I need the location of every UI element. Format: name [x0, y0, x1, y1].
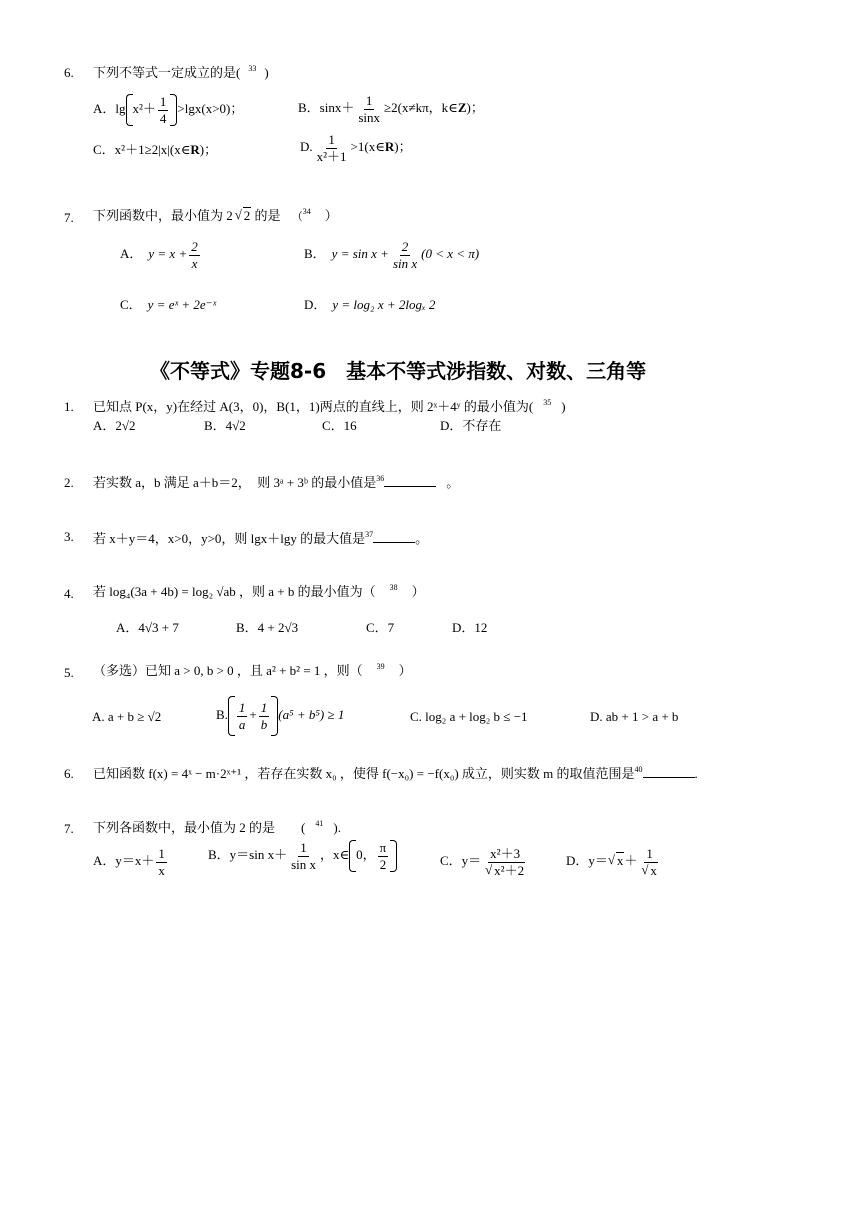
- fraction: $\frac{1}{x}$: [158, 846, 165, 878]
- question-number: 2.: [64, 475, 74, 490]
- answer-blank[interactable]: [373, 530, 415, 543]
- stem-tail: 。: [415, 531, 429, 546]
- expr: >1(x∈: [350, 139, 385, 155]
- question-stem: [93, 821, 341, 834]
- reference-number: 33: [248, 64, 257, 73]
- question-number: 3.: [64, 529, 74, 544]
- option-c: C．16: [322, 418, 357, 433]
- answer-blank[interactable]: [643, 765, 695, 778]
- reference-number: 34: [302, 207, 311, 216]
- stem-close: ): [561, 399, 566, 414]
- fraction: $\frac{1}{\sin x}$: [358, 93, 381, 125]
- option-b: [208, 840, 397, 872]
- option-label: D.: [300, 139, 313, 155]
- stem-close: ）: [411, 584, 425, 599]
- section-title: 《不等式》专题8-6 基本不等式涉指数、对数、三角等: [150, 359, 647, 383]
- set-symbol: Z: [457, 100, 467, 116]
- left-paren: [228, 696, 235, 736]
- expr: y = x +: [148, 246, 188, 262]
- stem-text: 的是: [254, 208, 281, 223]
- option-label: C．x²＋1≥2|x|(x∈: [93, 142, 191, 157]
- question-number: 5.: [64, 665, 74, 680]
- option-c: [93, 143, 217, 156]
- expr: )；: [466, 100, 484, 116]
- option-b: [304, 240, 479, 270]
- option-d: [300, 133, 412, 163]
- option-b: B．4 + 2√3: [236, 620, 299, 635]
- expr: )；: [199, 142, 218, 157]
- option-a: [93, 94, 243, 126]
- option-b: B. $\frac{1}{a}$ + $\frac{1}{b}$ (a⁵ + b⁵) ≥ 1: [216, 696, 344, 736]
- option-c: [440, 847, 529, 877]
- option-label: A．: [120, 246, 143, 262]
- option-label: A．y＝x＋: [93, 853, 155, 869]
- expr: y = eˣ + 2e⁻ˣ: [147, 297, 217, 312]
- option-d: [566, 847, 662, 877]
- radical: √ x²＋2: [485, 864, 525, 878]
- stem-text: 若实数 a，b 满足 a＋b＝2， 则 3ᵃ + 3ᵇ 的最小值是: [93, 475, 377, 490]
- interval-start: 0，: [356, 846, 376, 862]
- option-label: A．lg: [93, 100, 126, 116]
- expr: )；: [394, 139, 412, 155]
- answer-blank[interactable]: [384, 474, 436, 487]
- question-stem: [93, 400, 566, 413]
- expr: (a⁵ + b⁵) ≥ 1: [278, 706, 345, 722]
- right-paren: [390, 840, 397, 872]
- reference-number: 35: [543, 398, 552, 407]
- question-stem: [93, 585, 425, 598]
- fraction: $\frac{2}{x}$: [191, 239, 198, 271]
- fraction: x²＋3 √ x²＋2: [483, 847, 527, 877]
- option-a: A．2√2: [93, 418, 136, 433]
- fraction: $\frac{1}{b}$: [260, 699, 268, 732]
- option-label: C．y＝: [440, 853, 482, 869]
- option-c: C. log₂ a + log₂ b ≤ −1: [410, 709, 528, 724]
- option-a: [93, 847, 169, 877]
- expr: ≥2(x≠kπ，k∈: [384, 100, 458, 116]
- option-label: B．: [304, 246, 326, 262]
- stem-text: 已知函数 f(x) = 4ˣ − m·2ˣ⁺¹ ，若存在实数 x₀ ，使得 f(−x₀) = −f(x₀) 成立，则实数 m 的取值范围是: [93, 766, 635, 781]
- option-b: [298, 94, 484, 124]
- reference-number: 40: [634, 765, 643, 774]
- option-b: B．4√2: [204, 418, 246, 433]
- paren: （: [291, 211, 303, 223]
- stem-text: 若 x＋y＝4，x>0，y>0，则 lgx＋lgy 的最大值是: [93, 531, 366, 546]
- option-d: D. ab + 1 > a + b: [590, 709, 679, 724]
- stem-text: 若 log₄(3a + 4b) = log₂ √ab ，则 a + b 的最小值为（: [93, 584, 376, 599]
- stem-text: 下列各函数中，最小值为 2 的是: [93, 820, 276, 835]
- fraction: 1 √ x: [639, 847, 660, 877]
- paren: (: [301, 820, 306, 835]
- set-symbol: R: [190, 142, 200, 157]
- set-symbol: R: [384, 139, 395, 155]
- expr: ，x∈: [320, 846, 350, 862]
- radical: √ 2: [235, 209, 252, 222]
- option-label: B．y＝sin x＋: [208, 846, 288, 862]
- option-d: D．12: [452, 620, 488, 635]
- reference-number: 37: [365, 530, 374, 539]
- option-d: [304, 298, 435, 311]
- expr: >lgx(x>0)；: [177, 100, 244, 116]
- option-c: C．7: [366, 620, 395, 635]
- fraction: $\frac{\pi}{2}$: [379, 839, 387, 872]
- stem-close: ).: [333, 820, 341, 835]
- stem-text: （多选）已知 a > 0, b > 0 ，且 a² + b² = 1 ，则（: [93, 663, 363, 678]
- question-stem: [93, 66, 269, 79]
- question-number: 6.: [64, 65, 74, 80]
- option-a: [120, 240, 202, 270]
- fraction: $\frac{2}{\text{sin x}}$: [392, 239, 418, 271]
- stem-tail: 。: [446, 475, 460, 490]
- question-stem: [93, 474, 459, 489]
- expr: y = sin x +: [331, 246, 389, 262]
- expr: x²＋: [132, 100, 156, 116]
- stem-text: 下列不等式一定成立的是(: [93, 65, 241, 80]
- question-number: 1.: [64, 399, 74, 414]
- option-label: D．: [304, 297, 327, 312]
- reference-number: 41: [315, 819, 324, 828]
- fraction: $\frac{1}{\text{x²＋1}}$: [316, 132, 347, 164]
- fraction: $\frac{1}{4}$: [159, 93, 167, 126]
- question-number: 7.: [64, 821, 74, 836]
- stem-close: ): [264, 65, 269, 80]
- left-paren: [126, 94, 133, 126]
- reference-number: 38: [389, 583, 398, 592]
- option-d: D．不存在: [440, 418, 502, 433]
- option-label: C．: [120, 297, 142, 312]
- reference-number: 36: [376, 474, 385, 483]
- question-number: 7.: [64, 210, 74, 225]
- option-a: A．4√3 + 7: [116, 620, 179, 635]
- reference-number: 39: [376, 662, 385, 671]
- fraction: $\frac{1}{a}$: [238, 699, 246, 732]
- radical: √ x: [608, 854, 625, 867]
- fraction: $\frac{1}{\text{sin x}}$: [291, 839, 317, 872]
- question-number: 6.: [64, 766, 74, 781]
- option-a: A. a + b ≥ √2: [92, 709, 162, 724]
- paren: ）: [324, 208, 338, 223]
- question-stem: [93, 765, 698, 780]
- question-stem: [93, 209, 338, 223]
- expr: y = log₂ x + 2logₓ 2: [332, 297, 436, 312]
- stem-tail: .: [694, 766, 698, 781]
- stem-text: 下列函数中，最小值为 2: [93, 208, 233, 223]
- option-label: B．sinx＋: [298, 100, 355, 116]
- option-label: B.: [216, 706, 228, 722]
- stem-close: ）: [398, 663, 412, 678]
- stem-text: 已知点 P(x，y)在经过 A(3，0)，B(1，1)两点的直线上，则 2ˣ＋4ʸ 的最小值为(: [93, 399, 534, 414]
- expr: ＋: [624, 853, 638, 869]
- question-stem: [93, 664, 412, 677]
- question-number: 4.: [64, 586, 74, 601]
- expr: (0 < x < π): [421, 246, 480, 262]
- question-stem: [93, 530, 428, 545]
- option-label: D．y＝: [566, 853, 608, 869]
- option-c: [120, 298, 216, 311]
